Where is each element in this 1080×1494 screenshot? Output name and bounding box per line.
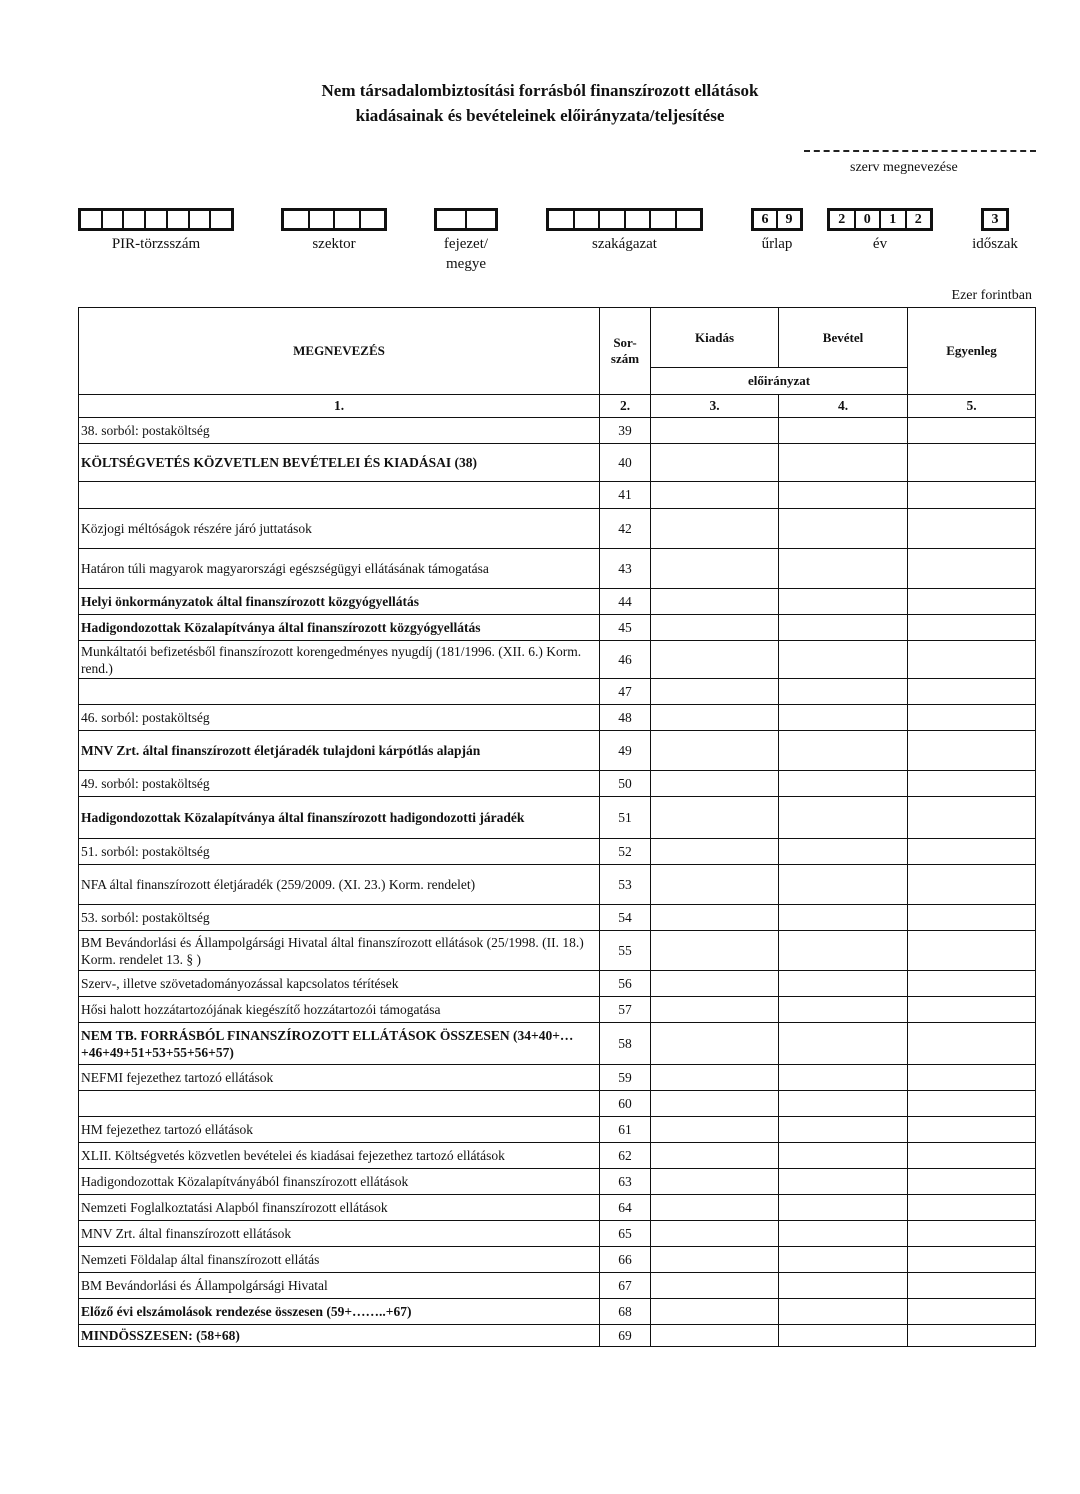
bevetel-cell[interactable] (779, 1117, 908, 1143)
table-row (79, 1117, 1036, 1143)
row-number: 50 (600, 771, 651, 797)
row-number: 44 (600, 589, 651, 615)
szektor-code-cell[interactable] (361, 211, 385, 228)
bevetel-cell[interactable] (779, 771, 908, 797)
fejezet-code-boxes[interactable] (434, 208, 498, 231)
row-name (79, 679, 600, 705)
bevetel-cell[interactable] (779, 679, 908, 705)
bevetel-cell[interactable] (779, 1023, 908, 1065)
kiadas-cell[interactable] (651, 1091, 779, 1117)
bevetel-cell[interactable] (779, 905, 908, 931)
bevetel-cell[interactable] (779, 589, 908, 615)
header-megnevezes: MEGNEVEZÉS (79, 308, 600, 395)
row-number: 68 (600, 1299, 651, 1325)
kiadas-cell[interactable] (651, 1273, 779, 1299)
colnum-1: 1. (79, 395, 600, 418)
table-row (79, 1247, 1036, 1273)
bevetel-cell[interactable] (779, 1325, 908, 1347)
form-title (0, 78, 1080, 128)
kiadas-cell[interactable] (651, 1117, 779, 1143)
fejezet-code-cell[interactable] (467, 211, 495, 228)
row-name: Határon túli magyarok magyarországi egészségügyi ellátásának támogatása (79, 549, 600, 589)
egyenleg-cell[interactable] (908, 444, 1036, 482)
egyenleg-cell[interactable] (908, 705, 1036, 731)
kiadas-cell[interactable] (651, 679, 779, 705)
unit-label: Ezer forintban (951, 288, 1032, 303)
table-row (79, 1221, 1036, 1247)
table-row (79, 444, 1036, 482)
egyenleg-cell[interactable] (908, 1169, 1036, 1195)
kiadas-cell[interactable] (651, 905, 779, 931)
kiadas-cell[interactable] (651, 865, 779, 905)
row-name: Közjogi méltóságok részére járó juttatások (79, 509, 600, 549)
row-name: NEM TB. FORRÁSBÓL FINANSZÍROZOTT ELLÁTÁSOK ÖSSZESEN (34+40+…+46+49+51+53+55+56+57) (79, 1023, 600, 1065)
szakagazat-code-cell[interactable] (677, 211, 701, 228)
row-name: NFA által finanszírozott életjáradék (259/2009. (XI. 23.) Korm. rendelet) (79, 865, 600, 905)
row-name: Hadigondozottak Közalapítványa által finanszírozott hadigondozotti járadék (79, 797, 600, 839)
egyenleg-cell[interactable] (908, 615, 1036, 641)
row-name: 51. sorból: postaköltség (79, 839, 600, 865)
szakagazat-code-cell[interactable] (651, 211, 677, 228)
egyenleg-cell[interactable] (908, 997, 1036, 1023)
fejezet-code-cell[interactable] (437, 211, 467, 228)
kiadas-cell[interactable] (651, 444, 779, 482)
table-body (79, 418, 1036, 1347)
kiadas-cell[interactable] (651, 1195, 779, 1221)
table-row (79, 1169, 1036, 1195)
row-number: 63 (600, 1169, 651, 1195)
row-name: MNV Zrt. által finanszírozott ellátások (79, 1221, 600, 1247)
row-name: Hadigondozottak Közalapítványa által finanszírozott közgyógyellátás (79, 615, 600, 641)
kiadas-cell[interactable] (651, 1221, 779, 1247)
row-name: NEFMI fejezethez tartozó ellátások (79, 1065, 600, 1091)
header-eloiranyzat: előirányzat (651, 368, 908, 395)
kiadas-cell[interactable] (651, 1143, 779, 1169)
row-number: 52 (600, 839, 651, 865)
row-number: 64 (600, 1195, 651, 1221)
table-row (79, 482, 1036, 509)
kiadas-cell[interactable] (651, 705, 779, 731)
pir-code-cell[interactable] (146, 211, 168, 228)
title-line-2: kiadásainak és bevételeinek előirányzata/teljesítése (355, 106, 725, 125)
bevetel-cell[interactable] (779, 509, 908, 549)
header-kiadas: Kiadás (651, 308, 779, 368)
row-name: Előző évi elszámolások rendezése összesen (59+……..+67) (79, 1299, 600, 1325)
row-number: 48 (600, 705, 651, 731)
row-name: MINDÖSSZESEN: (58+68) (79, 1325, 600, 1347)
table-row (79, 589, 1036, 615)
table-row (79, 797, 1036, 839)
szektor-code-boxes[interactable] (281, 208, 387, 231)
table-row (79, 971, 1036, 997)
row-number: 54 (600, 905, 651, 931)
row-name: HM fejezethez tartozó ellátások (79, 1117, 600, 1143)
kiadas-cell[interactable] (651, 1023, 779, 1065)
bevetel-cell[interactable] (779, 971, 908, 997)
egyenleg-cell[interactable] (908, 418, 1036, 444)
egyenleg-cell[interactable] (908, 771, 1036, 797)
urlap-code-cell: 9 (785, 211, 793, 227)
ev-code-cell: 2 (914, 211, 922, 227)
kiadas-cell[interactable] (651, 797, 779, 839)
table-row (79, 771, 1036, 797)
bevetel-cell[interactable] (779, 482, 908, 509)
egyenleg-cell[interactable] (908, 1117, 1036, 1143)
bevetel-cell[interactable] (779, 865, 908, 905)
table-row (79, 679, 1036, 705)
szakagazat-code-cell[interactable] (549, 211, 575, 228)
row-number: 53 (600, 865, 651, 905)
szektor-label: szektor (312, 236, 356, 252)
egyenleg-cell[interactable] (908, 549, 1036, 589)
row-number: 45 (600, 615, 651, 641)
table-row (79, 1273, 1036, 1299)
row-number: 51 (600, 797, 651, 839)
table-row (79, 615, 1036, 641)
egyenleg-cell[interactable] (908, 797, 1036, 839)
kiadas-cell[interactable] (651, 771, 779, 797)
row-number: 66 (600, 1247, 651, 1273)
row-name: MNV Zrt. által finanszírozott életjáradék tulajdoni kárpótlás alapján (79, 731, 600, 771)
kiadas-cell[interactable] (651, 931, 779, 971)
table-row (79, 839, 1036, 865)
row-number: 59 (600, 1065, 651, 1091)
bevetel-cell[interactable] (779, 641, 908, 679)
org-name-label: szerv megnevezése (850, 160, 958, 175)
egyenleg-cell[interactable] (908, 865, 1036, 905)
table-row (79, 1195, 1036, 1221)
szakagazat-label: szakágazat (592, 236, 657, 252)
egyenleg-cell[interactable] (908, 931, 1036, 971)
table-row (79, 931, 1036, 971)
row-name: 46. sorból: postaköltség (79, 705, 600, 731)
szektor-code-cell[interactable] (310, 211, 336, 228)
bevetel-cell[interactable] (779, 731, 908, 771)
row-number: 69 (600, 1325, 651, 1347)
bevetel-cell[interactable] (779, 1143, 908, 1169)
egyenleg-cell[interactable] (908, 679, 1036, 705)
row-number: 60 (600, 1091, 651, 1117)
bevetel-cell[interactable] (779, 839, 908, 865)
row-name: Nemzeti Földalap által finanszírozott ellátás (79, 1247, 600, 1273)
row-number: 58 (600, 1023, 651, 1065)
row-name: BM Bevándorlási és Állampolgársági Hivatal által finanszírozott ellátások (25/1998. (II. 18.) Korm. rendelet 13. § ) (79, 931, 600, 971)
row-number: 56 (600, 971, 651, 997)
table-row (79, 549, 1036, 589)
fejezet-label (420, 234, 512, 274)
pir-code-cell[interactable] (211, 211, 231, 228)
header-sorszam: Sor-szám (600, 308, 651, 395)
egyenleg-cell[interactable] (908, 839, 1036, 865)
row-number: 43 (600, 549, 651, 589)
colnum-2: 2. (600, 395, 651, 418)
bevetel-cell[interactable] (779, 1065, 908, 1091)
colnum-4: 4. (779, 395, 908, 418)
row-name: Hősi halott hozzátartozójának kiegészítő hozzátartozói támogatása (79, 997, 600, 1023)
header-bevetel: Bevétel (779, 308, 908, 368)
egyenleg-cell[interactable] (908, 731, 1036, 771)
row-number: 46 (600, 641, 651, 679)
column-number-row (79, 395, 1036, 418)
table-row (79, 1091, 1036, 1117)
bevetel-cell[interactable] (779, 797, 908, 839)
kiadas-cell[interactable] (651, 589, 779, 615)
egyenleg-cell[interactable] (908, 1247, 1036, 1273)
org-name-field[interactable] (804, 150, 1036, 152)
egyenleg-cell[interactable] (908, 1065, 1036, 1091)
row-number: 67 (600, 1273, 651, 1299)
kiadas-cell[interactable] (651, 1247, 779, 1273)
kiadas-cell[interactable] (651, 731, 779, 771)
bevetel-cell[interactable] (779, 997, 908, 1023)
row-name: KÖLTSÉGVETÉS KÖZVETLEN BEVÉTELEI ÉS KIADÁSAI (38) (79, 444, 600, 482)
row-number: 65 (600, 1221, 651, 1247)
urlap-label: űrlap (761, 236, 793, 252)
row-number: 61 (600, 1117, 651, 1143)
ev-code-cell: 0 (856, 211, 882, 228)
row-name: Hadigondozottak Közalapítványából finanszírozott ellátások (79, 1169, 600, 1195)
kiadas-cell[interactable] (651, 1299, 779, 1325)
fejezet-label-line2: megye (446, 256, 486, 272)
ev-label: év (872, 236, 888, 252)
pir-code-boxes[interactable] (78, 208, 234, 231)
bevetel-cell[interactable] (779, 1221, 908, 1247)
data-table (78, 307, 1036, 1347)
pir-code-cell[interactable] (81, 211, 103, 228)
egyenleg-cell[interactable] (908, 905, 1036, 931)
row-name: XLII. Költségvetés közvetlen bevételei és kiadásai fejezethez tartozó ellátások (79, 1143, 600, 1169)
egyenleg-cell[interactable] (908, 1325, 1036, 1347)
egyenleg-cell[interactable] (908, 1195, 1036, 1221)
egyenleg-cell[interactable] (908, 1273, 1036, 1299)
table-row (79, 509, 1036, 549)
row-name: 38. sorból: postaköltség (79, 418, 600, 444)
kiadas-cell[interactable] (651, 1169, 779, 1195)
row-number: 62 (600, 1143, 651, 1169)
szakagazat-code-cell[interactable] (626, 211, 652, 228)
colnum-5: 5. (908, 395, 1036, 418)
row-name: BM Bevándorlási és Állampolgársági Hivatal (79, 1273, 600, 1299)
table-row (79, 1299, 1036, 1325)
row-name (79, 482, 600, 509)
table-row (79, 731, 1036, 771)
bevetel-cell[interactable] (779, 705, 908, 731)
egyenleg-cell[interactable] (908, 1221, 1036, 1247)
kiadas-cell[interactable] (651, 615, 779, 641)
row-number: 41 (600, 482, 651, 509)
row-name: 49. sorból: postaköltség (79, 771, 600, 797)
table-row (79, 1065, 1036, 1091)
kiadas-cell[interactable] (651, 1065, 779, 1091)
table-row (79, 997, 1036, 1023)
table-row (79, 418, 1036, 444)
pir-code-cell[interactable] (124, 211, 146, 228)
idoszak-code-boxes (981, 208, 1009, 231)
table-row (79, 1023, 1036, 1065)
bevetel-cell[interactable] (779, 549, 908, 589)
row-number: 55 (600, 931, 651, 971)
egyenleg-cell[interactable] (908, 1143, 1036, 1169)
kiadas-cell[interactable] (651, 418, 779, 444)
bevetel-cell[interactable] (779, 1091, 908, 1117)
row-number: 47 (600, 679, 651, 705)
table-row (79, 905, 1036, 931)
pir-code-cell[interactable] (168, 211, 190, 228)
bevetel-cell[interactable] (779, 1247, 908, 1273)
egyenleg-cell[interactable] (908, 641, 1036, 679)
row-name: 53. sorból: postaköltség (79, 905, 600, 931)
bevetel-cell[interactable] (779, 1273, 908, 1299)
table-row (79, 865, 1036, 905)
bevetel-cell[interactable] (779, 615, 908, 641)
urlap-code-cell: 6 (754, 211, 778, 228)
egyenleg-cell[interactable] (908, 1299, 1036, 1325)
bevetel-cell[interactable] (779, 1195, 908, 1221)
table-row (79, 1143, 1036, 1169)
header-egyenleg: Egyenleg (908, 308, 1036, 395)
row-name (79, 1091, 600, 1117)
fejezet-label-line1: fejezet/ (443, 236, 489, 252)
ev-code-cell: 1 (881, 211, 907, 228)
pir-code-cell[interactable] (103, 211, 125, 228)
row-name: Helyi önkormányzatok által finanszírozott közgyógyellátás (79, 589, 600, 615)
row-name: Szerv-, illetve szövetadományozással kapcsolatos térítések (79, 971, 600, 997)
row-number: 42 (600, 509, 651, 549)
ev-code-boxes (827, 208, 933, 231)
szakagazat-code-boxes[interactable] (546, 208, 703, 231)
szektor-code-cell[interactable] (284, 211, 310, 228)
table-row (79, 1325, 1036, 1347)
kiadas-cell[interactable] (651, 971, 779, 997)
ev-code-cell: 2 (830, 211, 856, 228)
bevetel-cell[interactable] (779, 418, 908, 444)
table-row (79, 641, 1036, 679)
egyenleg-cell[interactable] (908, 589, 1036, 615)
pir-code-cell[interactable] (190, 211, 212, 228)
egyenleg-cell[interactable] (908, 482, 1036, 509)
urlap-code-boxes (751, 208, 803, 231)
row-number: 40 (600, 444, 651, 482)
bevetel-cell[interactable] (779, 931, 908, 971)
kiadas-cell[interactable] (651, 509, 779, 549)
egyenleg-cell[interactable] (908, 971, 1036, 997)
egyenleg-cell[interactable] (908, 509, 1036, 549)
bevetel-cell[interactable] (779, 1169, 908, 1195)
row-name: Munkáltatói befizetésből finanszírozott korengedményes nyugdíj (181/1996. (XII. 6.) Korm. rend.) (79, 641, 600, 679)
egyenleg-cell[interactable] (908, 1023, 1036, 1065)
row-number: 57 (600, 997, 651, 1023)
kiadas-cell[interactable] (651, 997, 779, 1023)
row-number: 49 (600, 731, 651, 771)
row-name: Nemzeti Foglalkoztatási Alapból finanszírozott ellátások (79, 1195, 600, 1221)
kiadas-cell[interactable] (651, 1325, 779, 1347)
row-number: 39 (600, 418, 651, 444)
szakagazat-code-cell[interactable] (600, 211, 626, 228)
szakagazat-code-cell[interactable] (575, 211, 601, 228)
kiadas-cell[interactable] (651, 839, 779, 865)
egyenleg-cell[interactable] (908, 1091, 1036, 1117)
title-line-1: Nem társadalombiztosítási forrásból finanszírozott ellátások (321, 81, 759, 100)
table-row (79, 705, 1036, 731)
bevetel-cell[interactable] (779, 1299, 908, 1325)
idoszak-code-cell: 3 (991, 211, 999, 227)
kiadas-cell[interactable] (651, 641, 779, 679)
kiadas-cell[interactable] (651, 549, 779, 589)
szektor-code-cell[interactable] (335, 211, 361, 228)
colnum-3: 3. (651, 395, 779, 418)
bevetel-cell[interactable] (779, 444, 908, 482)
kiadas-cell[interactable] (651, 482, 779, 509)
pir-label: PIR-törzsszám (111, 236, 201, 252)
idoszak-label: időszak (972, 236, 1018, 252)
